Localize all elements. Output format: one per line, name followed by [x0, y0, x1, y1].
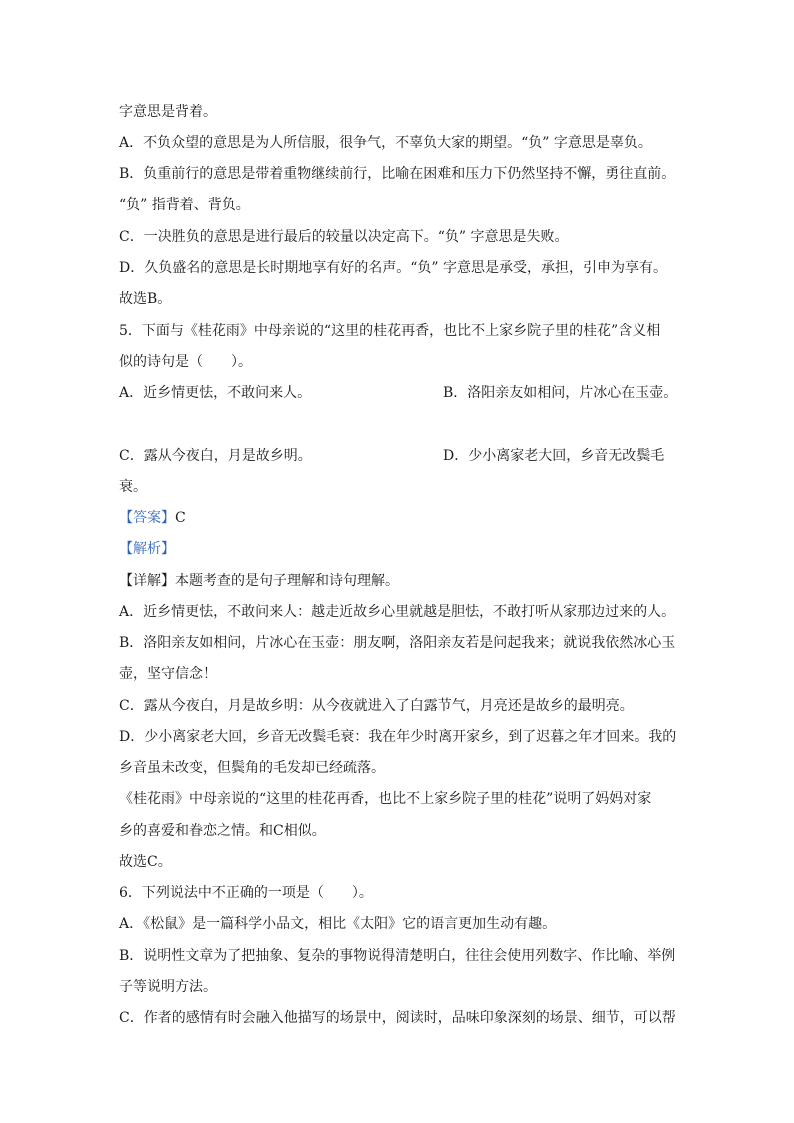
- question-5-cont: 似的诗句是（ ）。: [119, 354, 252, 370]
- text-line: 壶，坚守信念！: [119, 666, 217, 682]
- detail-line: 【详解】本题考查的是句子理解和诗句理解。: [119, 573, 399, 589]
- q6-option-b: B．说明性文章为了把抽象、复杂的事物说得清楚明白，往往会使用列数字、作比喻、举例: [119, 948, 676, 964]
- question-6: 6．下列说法中不正确的一项是（ ）。: [119, 885, 373, 901]
- q5-option-d: D．少小离家老大回，乡音无改鬓毛: [443, 448, 665, 464]
- q6-option-b-cont: 子等说明方法。: [119, 979, 217, 995]
- option-c-explanation: C．一决胜负的意思是进行最后的较量以决定高下。“负” 字意思是失败。: [119, 229, 569, 245]
- q6-option-a: A．《松鼠》是一篇科学小品文，相比《太阳》它的语言更加生动有趣。: [119, 916, 557, 932]
- text-line: 乡音虽未改变，但鬓角的毛发却已经疏落。: [119, 760, 385, 776]
- q5-option-c: C．露从今夜白，月是故乡明。: [119, 448, 312, 464]
- text-line: 《桂花雨》中母亲说的“这里的桂花再香，也比不上家乡院子里的桂花”说明了妈妈对家: [119, 791, 652, 807]
- conclusion: 故选B。: [119, 291, 172, 307]
- text-line: 乡的喜爱和眷恋之情。和C相似。: [119, 823, 326, 839]
- q5-option-b: B．洛阳亲友如相问，片冰心在玉壶。: [443, 385, 678, 401]
- conclusion: 故选C。: [119, 854, 172, 870]
- question-5: 5．下面与《桂花雨》中母亲说的“这里的桂花再香，也比不上家乡院子里的桂花”含义相: [119, 323, 661, 339]
- q6-option-c: C．作者的感情有时会融入他描写的场景中，阅读时，品味印象深刻的场景、细节，可以帮: [119, 1010, 676, 1026]
- text-line: 字意思是背着。: [119, 104, 217, 120]
- option-a-explanation: A．不负众望的意思是为人所信服，很争气，不辜负大家的期望。“负” 字意思是辜负。: [119, 135, 652, 151]
- answer-value: C: [175, 510, 186, 526]
- answer-tag: 【答案】: [119, 510, 175, 526]
- text-line: C．露从今夜白，月是故乡明：从今夜就进入了白露节气，月亮还是故乡的最明亮。: [119, 698, 634, 714]
- analysis-tag: 【解析】: [119, 541, 175, 557]
- text-line: D．少小离家老大回，乡音无改鬓毛衰：我在年少时离开家乡，到了迟暮之年才回来。我的: [119, 729, 677, 745]
- text-line: B．洛阳亲友如相问，片冰心在玉壶：朋友啊，洛阳亲友若是问起我来；就说我依然冰心玉: [119, 635, 676, 651]
- answer-line: [119, 509, 186, 527]
- option-b-explanation: B．负重前行的意思是带着重物继续前行，比喻在困难和压力下仍然坚持不懈，勇往直前。: [119, 166, 676, 182]
- text-line: “负” 指背着、背负。: [119, 197, 250, 213]
- text-line: A．近乡情更怯，不敢问来人：越走近故乡心里就越是胆怯，不敢打听从家那边过来的人。: [119, 604, 676, 620]
- q5-option-d-cont: 衰。: [119, 479, 147, 495]
- q5-option-a: A．近乡情更怯，不敢问来人。: [119, 385, 312, 401]
- option-d-explanation: D．久负盛名的意思是长时期地享有好的名声。“负” 字意思是承受，承担，引申为享有。: [119, 260, 667, 276]
